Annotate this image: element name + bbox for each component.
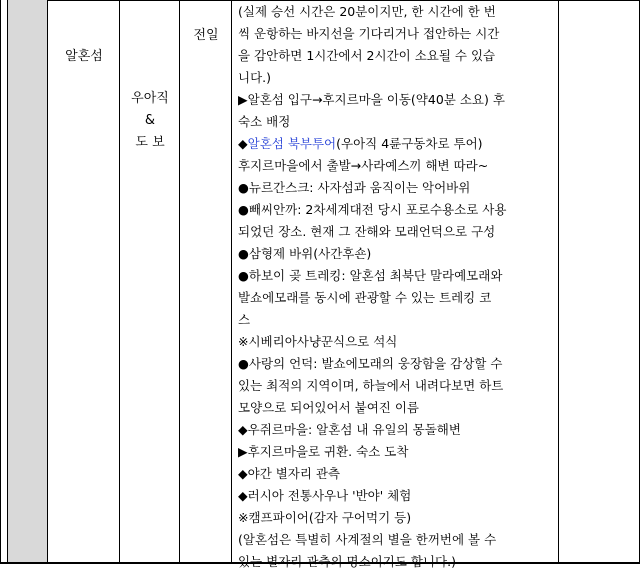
- transport-line-1: 우아직: [131, 91, 169, 106]
- region-cell: 알혼섬: [65, 49, 103, 64]
- schedule-line: ◆러시아 전통사우나 '반야' 체험: [238, 488, 412, 503]
- schedule-line: ●뉴르간스크: 사자섬과 움직이는 악어바위: [238, 180, 471, 195]
- schedule-line: ◆우쥐르마을: 알혼섬 내 유일의 몽돌해변: [238, 422, 461, 437]
- schedule-line: ※캠프파이어(감자 구어먹기 등): [238, 510, 412, 525]
- schedule-line: ●삼형제 바위(사간후숀): [238, 246, 372, 261]
- transport-line-3: 도 보: [135, 135, 165, 150]
- region-column: [48, 0, 120, 564]
- schedule-line: ▶알혼섬 입구→후지르마을 이동(약40분 소요) 후: [238, 92, 505, 107]
- table-edge-column: [0, 0, 8, 564]
- schedule-line: ●빼씨안까: 2차세계대전 당시 포로수용소로 사용: [238, 202, 507, 217]
- tour-detail: (우아직 4륜구동차로 투어): [336, 136, 483, 151]
- schedule-line: (알혼섬은 특별히 사계절의 별을 한꺼번에 볼 수: [238, 532, 497, 547]
- schedule-line: ●하보이 곶 트레킹: 알혼섬 최북단 말라예모래와: [238, 268, 503, 283]
- schedule-content: [238, 1, 556, 573]
- schedule-line-tour: [238, 133, 556, 155]
- schedule-line: ※시베리아사냥꾼식으로 석식: [238, 334, 398, 349]
- schedule-line: 스: [238, 312, 251, 327]
- schedule-line: ◆야간 별자리 관측: [238, 466, 341, 481]
- transport-cell: [120, 88, 180, 154]
- tour-highlight: 알혼섬 북부투어: [247, 136, 337, 151]
- schedule-line: 있는 별자리 관측의 명소이기도 합니다.): [238, 554, 456, 569]
- time-cell: 전일: [193, 28, 219, 43]
- schedule-line: 되었던 장소. 현재 그 잔해와 모래언덕으로 구성: [238, 224, 496, 239]
- schedule-line: 후지르마을에서 출발→사라예스끼 해변 따라~: [238, 158, 489, 173]
- schedule-line: 숙소 배정: [238, 114, 291, 129]
- schedule-line: 발쇼에모래를 동시에 관광할 수 있는 트레킹 코: [238, 290, 492, 305]
- meal-column: [559, 0, 640, 564]
- schedule-line: ●사랑의 언덕: 발쇼에모래의 웅장함을 감상할 수: [238, 356, 503, 371]
- transport-column: [120, 0, 180, 564]
- time-column: [180, 0, 232, 564]
- day-column: [8, 0, 48, 564]
- schedule-line: 을 감안하면 1시간에서 2시간이 소요될 수 있습: [238, 48, 496, 63]
- schedule-line: (실제 승선 시간은 20분이지만, 한 시간에 한 번: [238, 4, 496, 19]
- schedule-line: 있는 최적의 지역이며, 하늘에서 내려다보면 하트: [238, 378, 504, 393]
- transport-line-2: &: [144, 113, 156, 128]
- schedule-line: 니다.): [238, 70, 272, 85]
- tour-bullet: ◆: [238, 136, 248, 151]
- schedule-line: ▶후지르마을로 귀환. 숙소 도착: [238, 444, 409, 459]
- schedule-line: 씩 운항하는 바지선을 기다리거나 접안하는 시간: [238, 26, 500, 41]
- schedule-line: 모양으로 되어있어서 붙여진 이름: [238, 400, 419, 415]
